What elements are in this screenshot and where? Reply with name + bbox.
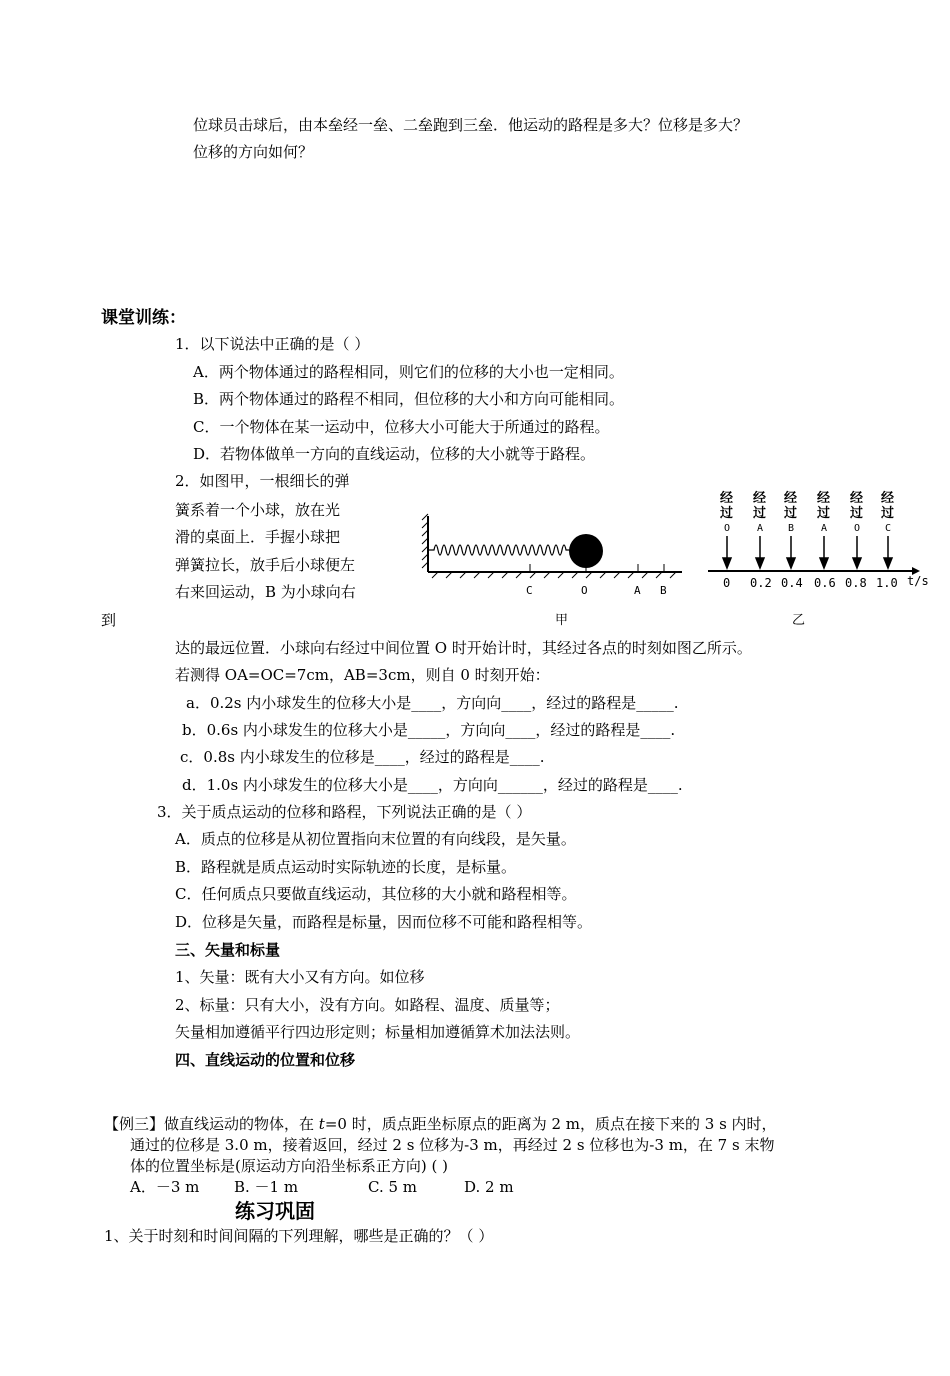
pass-label-5-top: 经 — [850, 491, 864, 506]
practice-heading: 练习巩固 — [235, 1199, 315, 1223]
q2-line-2: 簧系着一个小球，放在光 — [175, 501, 341, 519]
pass-label-4-bot: 过 — [817, 506, 831, 521]
marker-o-1: O — [724, 523, 731, 534]
q3-option-c: C．任何质点只要做直线运动，其位移的大小就和路程相等。 — [175, 885, 577, 903]
tick-0-6: 0.6 — [814, 576, 836, 590]
q2-sub-d: d．1.0s 内小球发生的位移大小是____，方向向______，经过的路程是____. — [182, 776, 683, 794]
example3-line-2: 通过的位移是 3.0 m，接着返回，经过 2 s 位移为-3 m，再经过 2 s 位移也为-3 m，在 7 s 末物 — [130, 1136, 775, 1154]
q2-line-3: 滑的桌面上．手握小球把 — [175, 528, 341, 546]
tick-0: 0 — [723, 576, 731, 590]
intro-line-1: 位球员击球后，由本垒经一垒、二垒跑到三垒．他运动的路程是多大？位移是多大？ — [193, 116, 749, 134]
caption-jia: 甲 — [555, 613, 569, 628]
pass-label-1-top: 经 — [720, 491, 734, 506]
q3-stem: 3．关于质点运动的位移和路程，下列说法正确的是（ ） — [157, 803, 532, 821]
pass-label-4-top: 经 — [817, 491, 831, 506]
marker-o-2: O — [854, 523, 861, 534]
tick-0-8: 0.8 — [845, 576, 867, 590]
example3-line-3: 体的位置坐标是(原运动方向沿坐标系正方向) ( ) — [130, 1157, 448, 1175]
point-a-label: A — [634, 584, 641, 597]
pass-label-2-top: 经 — [753, 491, 767, 506]
figure-jia — [420, 508, 690, 628]
section3-line-3: 矢量相加遵循平行四边形定则；标量相加遵循算术加法法则。 — [175, 1023, 581, 1041]
q3-option-b: B．路程就是质点运动时实际轨迹的长度，是标量。 — [175, 858, 517, 876]
tick-1-0: 1.0 — [876, 576, 898, 590]
example3-line-1: 【例三】做直线运动的物体，在 t=0 时，质点距坐标原点的距离为 2 m，质点在接下来的 3 s 内时， — [104, 1115, 777, 1133]
point-o-label: O — [581, 584, 588, 597]
example3-option-b: B. －1 m — [234, 1178, 299, 1196]
point-c-label: C — [526, 584, 533, 597]
q2-line-4: 弹簧拉长，放手后小球便左 — [175, 556, 356, 574]
marker-c: C — [885, 523, 892, 534]
pass-label-6-bot: 过 — [881, 506, 895, 521]
pass-label-3-bot: 过 — [784, 506, 798, 521]
ball — [569, 534, 603, 568]
q1-option-c: C．一个物体在某一运动中，位移大小可能大于所通过的路程。 — [193, 418, 610, 436]
q1-stem: 1．以下说法中正确的是（ ） — [175, 335, 370, 353]
section3-line-1: 1、矢量：既有大小又有方向。如位移 — [175, 968, 425, 986]
classroom-heading: 课堂训练： — [101, 308, 186, 328]
example3-option-a: A．－3 m — [130, 1178, 200, 1196]
q1-option-b: B．两个物体通过的路程不相同，但位移的大小和方向可能相同。 — [193, 390, 625, 408]
pass-label-2-bot: 过 — [753, 506, 767, 521]
point-b-label: B — [660, 584, 667, 597]
q2-line-1: 2．如图甲，一根细长的弹 — [175, 472, 350, 490]
caption-yi: 乙 — [792, 613, 806, 628]
example3-option-c: C. 5 m — [368, 1178, 418, 1196]
pass-label-6-top: 经 — [881, 491, 895, 506]
q2-dao: 到 — [101, 611, 117, 629]
marker-a-2: A — [821, 523, 828, 534]
q1-option-d: D．若物体做单一方向的直线运动，位移的大小就等于路程。 — [193, 445, 596, 463]
section3-heading: 三、矢量和标量 — [175, 941, 281, 959]
q2-cont-1: 达的最远位置．小球向右经过中间位置 O 时开始计时，其经过各点的时刻如图乙所示。 — [175, 639, 752, 657]
tick-0-4: 0.4 — [781, 576, 803, 590]
q2-sub-b: b．0.6s 内小球发生的位移大小是_____，方向向____，经过的路程是____. — [182, 721, 676, 739]
q2-sub-c: c．0.8s 内小球发生的位移是____，经过的路程是____. — [180, 748, 545, 766]
marker-a-1: A — [757, 523, 764, 534]
example3-option-d: D. 2 m — [464, 1178, 514, 1196]
section4-heading: 四、直线运动的位置和位移 — [175, 1051, 356, 1069]
intro-line-2: 位移的方向如何？ — [193, 143, 314, 161]
marker-b: B — [788, 523, 795, 534]
spring — [428, 545, 570, 555]
section3-line-2: 2、标量：只有大小，没有方向。如路程、温度、质量等； — [175, 996, 560, 1014]
axis-unit: t/s — [907, 574, 929, 588]
q2-cont-2: 若测得 OA=OC=7cm，AB=3cm，则自 0 时刻开始： — [175, 666, 550, 684]
pass-label-5-bot: 过 — [850, 506, 864, 521]
pass-label-1-bot: 过 — [720, 506, 734, 521]
figure-yi — [700, 486, 940, 628]
q3-option-a: A．质点的位移是从初位置指向末位置的有向线段，是矢量。 — [175, 830, 576, 848]
practice-q1: 1、关于时刻和时间间隔的下列理解，哪些是正确的？（ ） — [104, 1227, 494, 1245]
q2-sub-a: a．0.2s 内小球发生的位移大小是____，方向向____，经过的路程是_____. — [186, 694, 679, 712]
q3-option-d: D．位移是矢量，而路程是标量，因而位移不可能和路程相等。 — [175, 913, 593, 931]
q2-line-5: 右来回运动，B 为小球向右 — [175, 583, 356, 601]
pass-label-3-top: 经 — [784, 491, 798, 506]
q1-option-a: A．两个物体通过的路程相同，则它们的位移的大小也一定相同。 — [193, 363, 624, 381]
tick-0-2: 0.2 — [750, 576, 772, 590]
